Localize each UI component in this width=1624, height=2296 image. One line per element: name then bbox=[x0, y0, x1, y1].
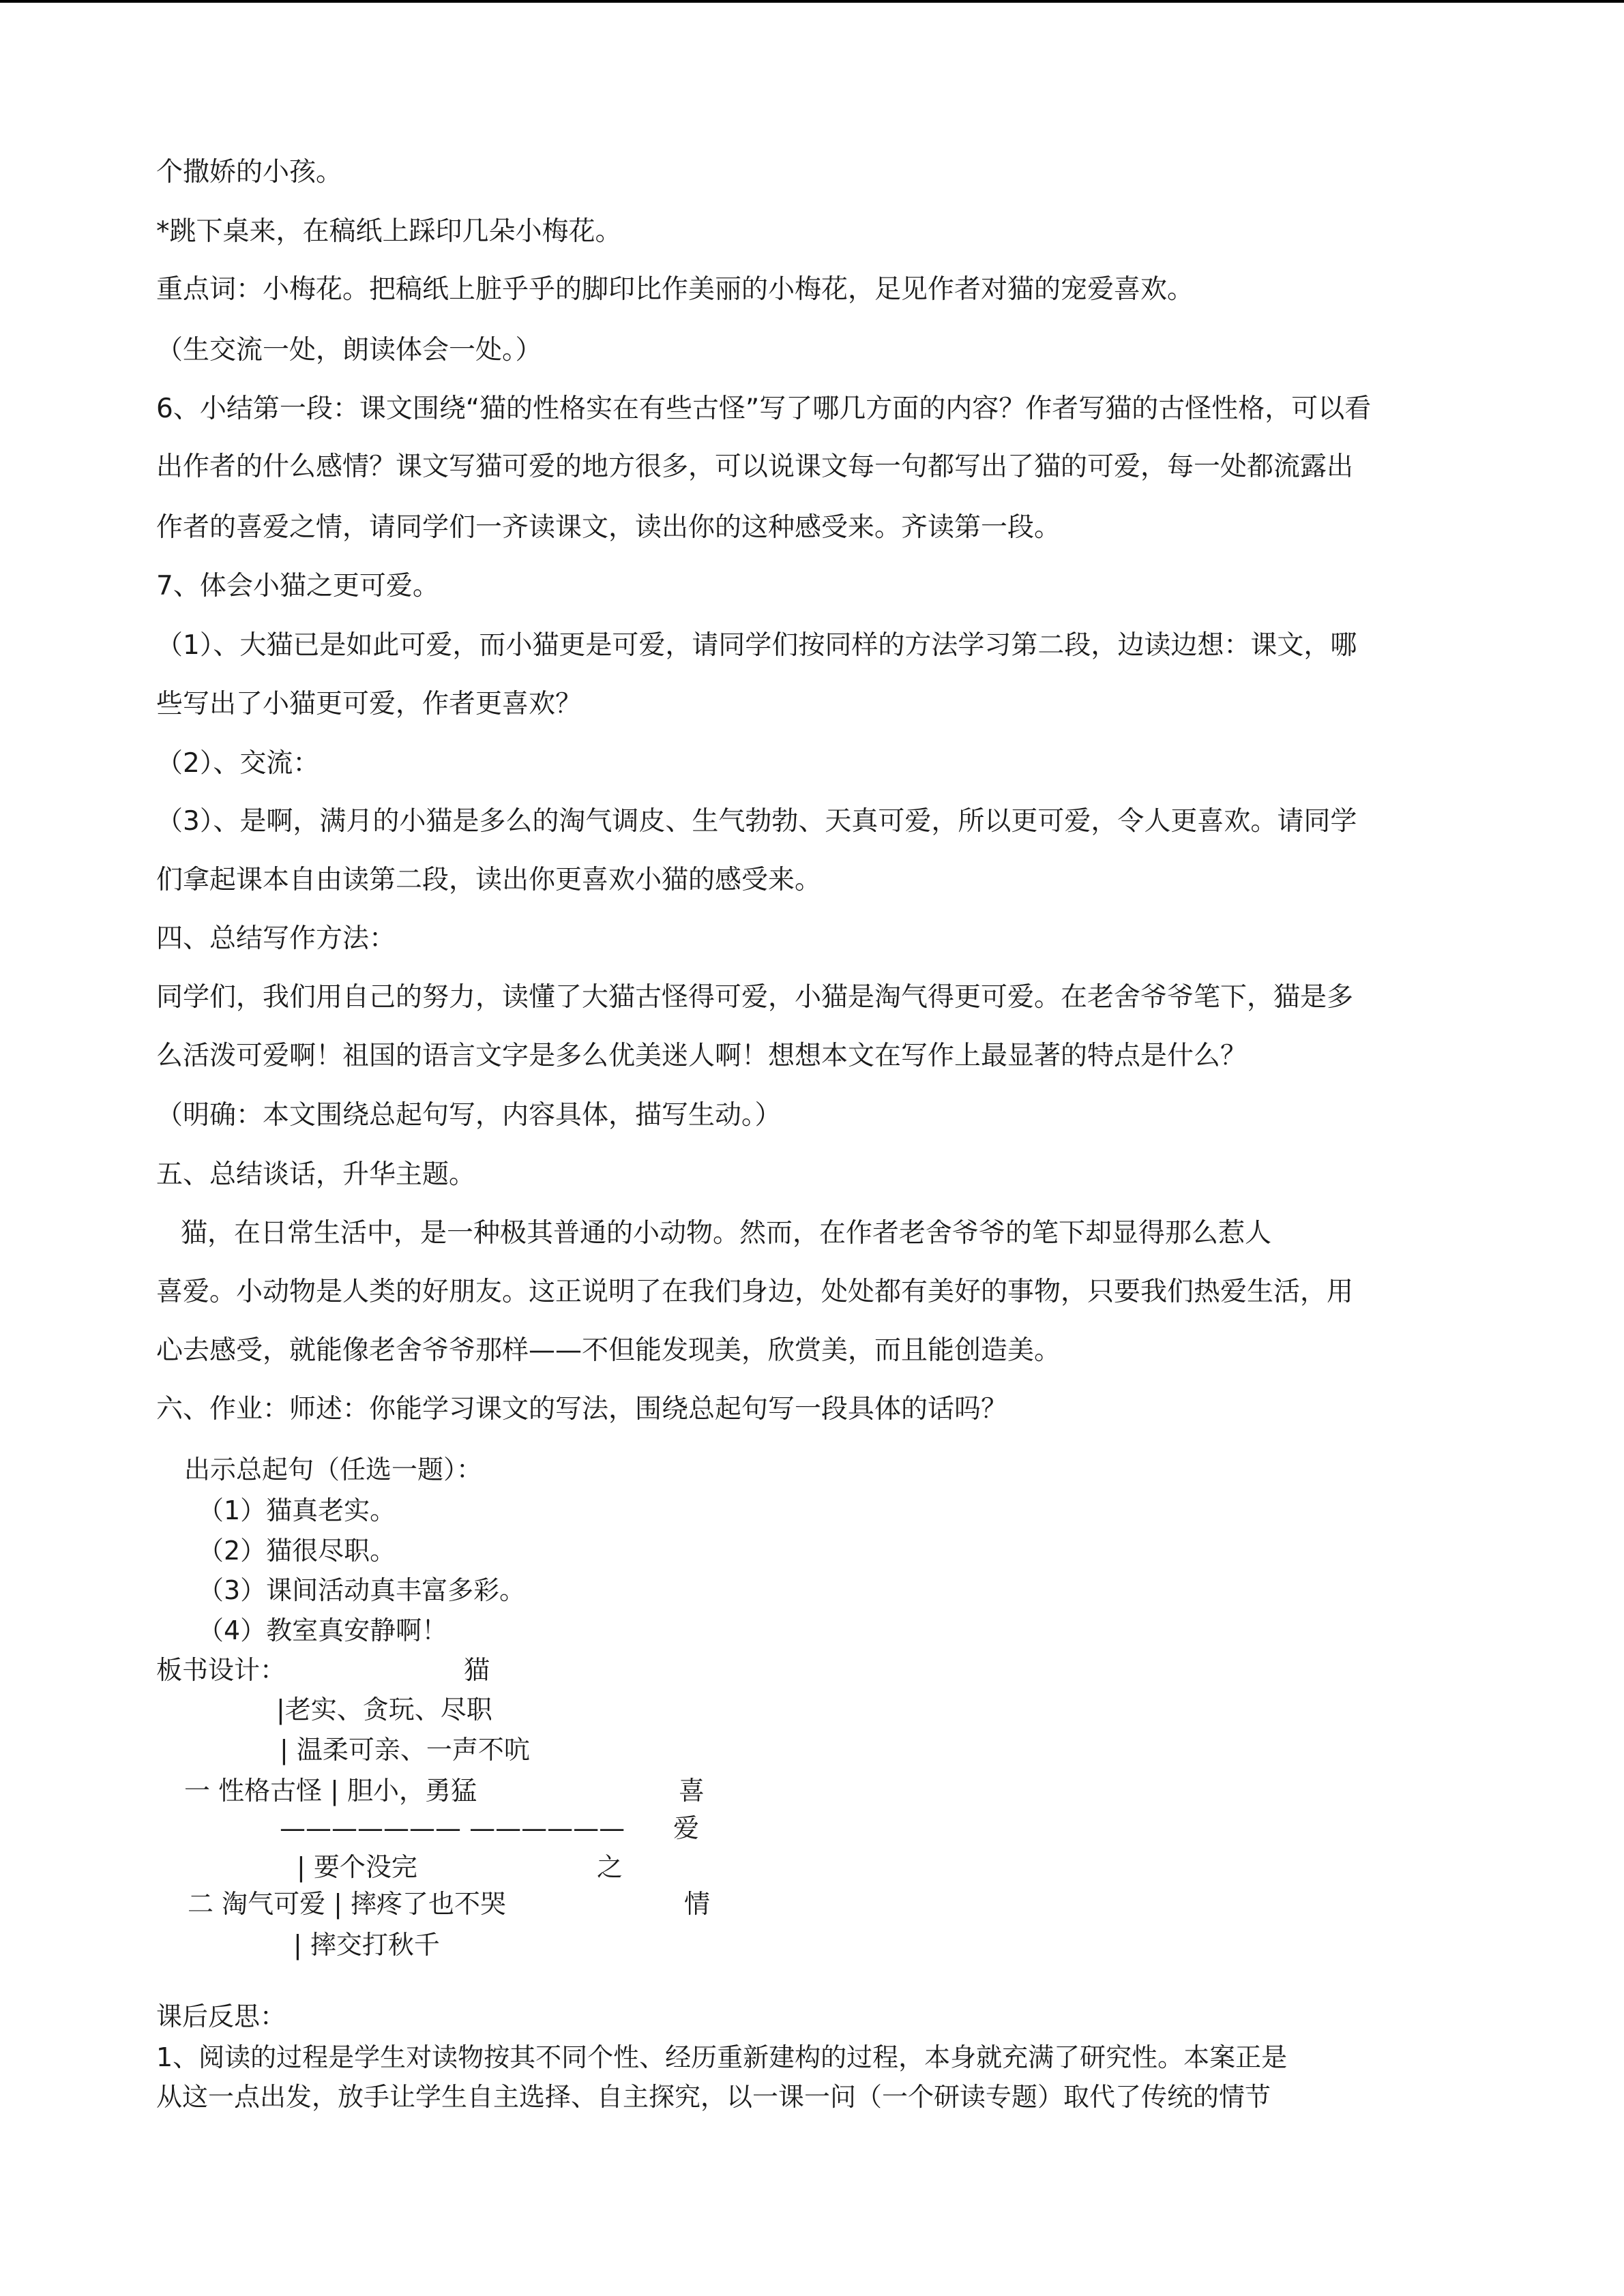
section-heading: 四、总结写作方法： bbox=[156, 923, 396, 954]
text-line: （1）、大猫已是如此可爱，而小猫更是可爱，请同学们按同样的方法学习第二段，边读边想：课文，哪 bbox=[156, 630, 1357, 661]
text-line: 猫，在日常生活中，是一种极其普通的小动物。然而，在作者老舍爷爷的笔下却显得那么惹人 bbox=[181, 1218, 1272, 1249]
board-side-char: 情 bbox=[684, 1889, 711, 1919]
text-line: 心去感受，就能像老舍爷爷那样——不但能发现美，欣赏美，而且能创造美。 bbox=[156, 1335, 1061, 1366]
reflection-heading: 课后反思： bbox=[156, 2001, 286, 2031]
board-row: | 摔交打秋千 bbox=[293, 1930, 440, 1960]
text-line: 6、小结第一段：课文围绕“猫的性格实在有些古怪”写了哪几方面的内容？作者写猫的古怪性格，可以看 bbox=[156, 393, 1372, 424]
list-item: （2）猫很尽职。 bbox=[198, 1536, 396, 1566]
board-side-char: 爱 bbox=[673, 1813, 700, 1843]
reflection-line: 从这一点出发，放手让学生自主选择、自主探究，以一课一问（一个研读专题）取代了传统的情节 bbox=[156, 2082, 1271, 2112]
text-line: 喜爱。小动物是人类的好朋友。这正说明了在我们身边，处处都有美好的事物，只要我们热爱生活，用 bbox=[156, 1277, 1354, 1307]
board-row: |老实、贪玩、尽职 bbox=[276, 1695, 492, 1725]
reflection-line: 1、阅读的过程是学生对读物按其不同个性、经历重新建构的过程，本身就充满了研究性。本案正是 bbox=[156, 2042, 1288, 2072]
board-row: | 要个没完 bbox=[297, 1852, 417, 1882]
board-label: 板书设计： bbox=[156, 1655, 286, 1685]
text-line: （2）、交流： bbox=[156, 748, 320, 779]
section-heading: 六、作业：师述：你能学习课文的写法，围绕总起句写一段具体的话吗？ bbox=[156, 1394, 1008, 1425]
section-heading: 五、总结谈话，升华主题。 bbox=[156, 1159, 476, 1190]
text-line: *跳下桌来，在稿纸上踩印几朵小梅花。 bbox=[156, 216, 622, 247]
text-line: （明确：本文围绕总起句写，内容具体，描写生动。） bbox=[156, 1100, 782, 1131]
board-side-char: 喜 bbox=[679, 1776, 705, 1806]
list-item: （1）猫真老实。 bbox=[198, 1495, 396, 1525]
board-row: 二 淘气可爱 | 摔疼了也不哭 bbox=[188, 1889, 507, 1919]
board-side-char: 之 bbox=[597, 1852, 623, 1882]
text-line: （生交流一处，朗读体会一处。） bbox=[156, 335, 542, 366]
text-line: 出作者的什么感情？课文写猫可爱的地方很多，可以说课文每一句都写出了猫的可爱，每一处都流露出 bbox=[156, 451, 1354, 482]
board-title: 猫 bbox=[464, 1655, 490, 1685]
text-line: 个撒娇的小孩。 bbox=[156, 157, 343, 188]
text-line: 作者的喜爱之情，请同学们一齐读课文，读出你的这种感受来。齐读第一段。 bbox=[156, 512, 1061, 543]
text-line: 出示总起句（任选一题）： bbox=[184, 1455, 483, 1485]
text-line: 们拿起课本自由读第二段，读出你更喜欢小猫的感受来。 bbox=[156, 865, 822, 895]
text-line: 些写出了小猫更可爱，作者更喜欢？ bbox=[156, 689, 582, 719]
text-line: 么活泼可爱啊！祖国的语言文字是多么优美迷人啊！想想本文在写作上最显著的特点是什么？ bbox=[156, 1041, 1247, 1071]
board-divider: ——————— —————— bbox=[280, 1813, 625, 1843]
text-line: 同学们，我们用自己的努力，读懂了大猫古怪得可爱，小猫是淘气得更可爱。在老舍爷爷笔下，猫是多 bbox=[156, 982, 1354, 1013]
board-row: 一 性格古怪 | 胆小，勇猛 bbox=[184, 1776, 477, 1806]
text-line: 7、体会小猫之更可爱。 bbox=[156, 571, 439, 601]
board-row: | 温柔可亲、一声不吭 bbox=[280, 1735, 530, 1765]
text-line: （3）、是啊，满月的小猫是多么的淘气调皮、生气勃勃、天真可爱，所以更可爱，令人更喜欢。请同学 bbox=[156, 806, 1357, 837]
list-item: （4）教室真安静啊！ bbox=[198, 1615, 448, 1645]
list-item: （3）课间活动真丰富多彩。 bbox=[198, 1575, 526, 1605]
page-top-border bbox=[0, 0, 1624, 3]
text-line: 重点词：小梅花。把稿纸上脏乎乎的脚印比作美丽的小梅花，足见作者对猫的宠爱喜欢。 bbox=[156, 274, 1194, 305]
